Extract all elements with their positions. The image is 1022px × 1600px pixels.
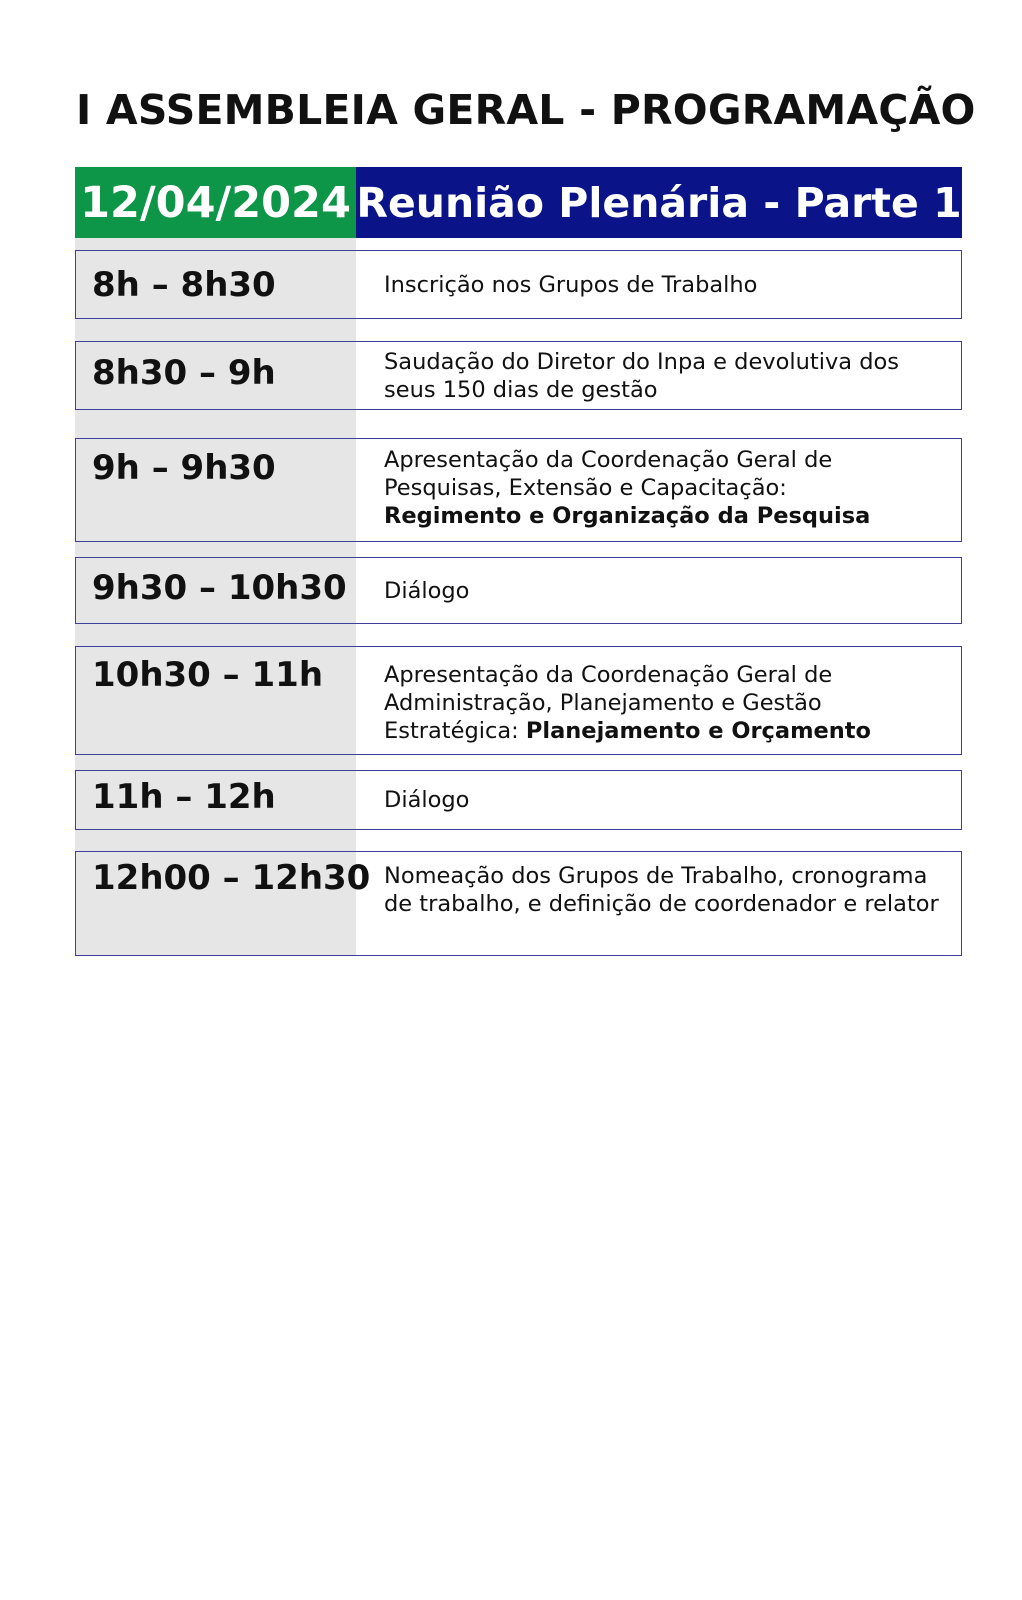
- schedule-time: 10h30 – 11h: [92, 655, 324, 695]
- schedule-text: Inscrição nos Grupos de Trabalho: [384, 272, 758, 298]
- schedule-row: [75, 770, 962, 830]
- schedule-time: 8h – 8h30: [92, 265, 276, 305]
- schedule-row: [75, 851, 962, 956]
- schedule-row: [75, 438, 962, 542]
- schedule-description: [384, 446, 944, 530]
- schedule-text: Saudação do Diretor do Inpa e devolutiva dos seus 150 dias de gestão: [384, 349, 899, 403]
- schedule-bold-text: Planejamento e Orçamento: [525, 718, 872, 744]
- schedule-text: Nomeação dos Grupos de Trabalho, cronograma de trabalho, e definição de coordenador e relator: [384, 863, 939, 917]
- schedule-row: [75, 250, 962, 319]
- schedule-text: Apresentação da Coordenação Geral de Pesquisas, Extensão e Capacitação:: [384, 447, 833, 501]
- schedule-row: [75, 646, 962, 755]
- schedule-text: Diálogo: [384, 578, 470, 604]
- schedule-time: 9h30 – 10h30: [92, 568, 347, 608]
- schedule-text: Apresentação da Coordenação Geral de Administração, Planejamento e Gestão Estratégica:: [384, 662, 833, 744]
- schedule-text: Diálogo: [384, 787, 470, 813]
- schedule-time: 11h – 12h: [92, 777, 276, 817]
- schedule-description: [384, 348, 944, 404]
- schedule-row: [75, 557, 962, 624]
- date-header: 12/04/2024: [75, 167, 356, 238]
- schedule-description: [384, 786, 944, 814]
- schedule-bold-text: Regimento e Organização da Pesquisa: [384, 503, 871, 529]
- schedule-description: [384, 661, 944, 745]
- schedule-time: 8h30 – 9h: [92, 353, 276, 393]
- session-header: Reunião Plenária - Parte 1: [356, 167, 962, 238]
- schedule-description: [384, 577, 944, 605]
- schedule-time: 12h00 – 12h30: [92, 858, 371, 898]
- schedule-time: 9h – 9h30: [92, 448, 276, 488]
- schedule-row: [75, 341, 962, 410]
- schedule-description: [384, 271, 944, 299]
- page-title: I ASSEMBLEIA GERAL - PROGRAMAÇÃO: [76, 86, 976, 134]
- schedule-description: [384, 862, 944, 918]
